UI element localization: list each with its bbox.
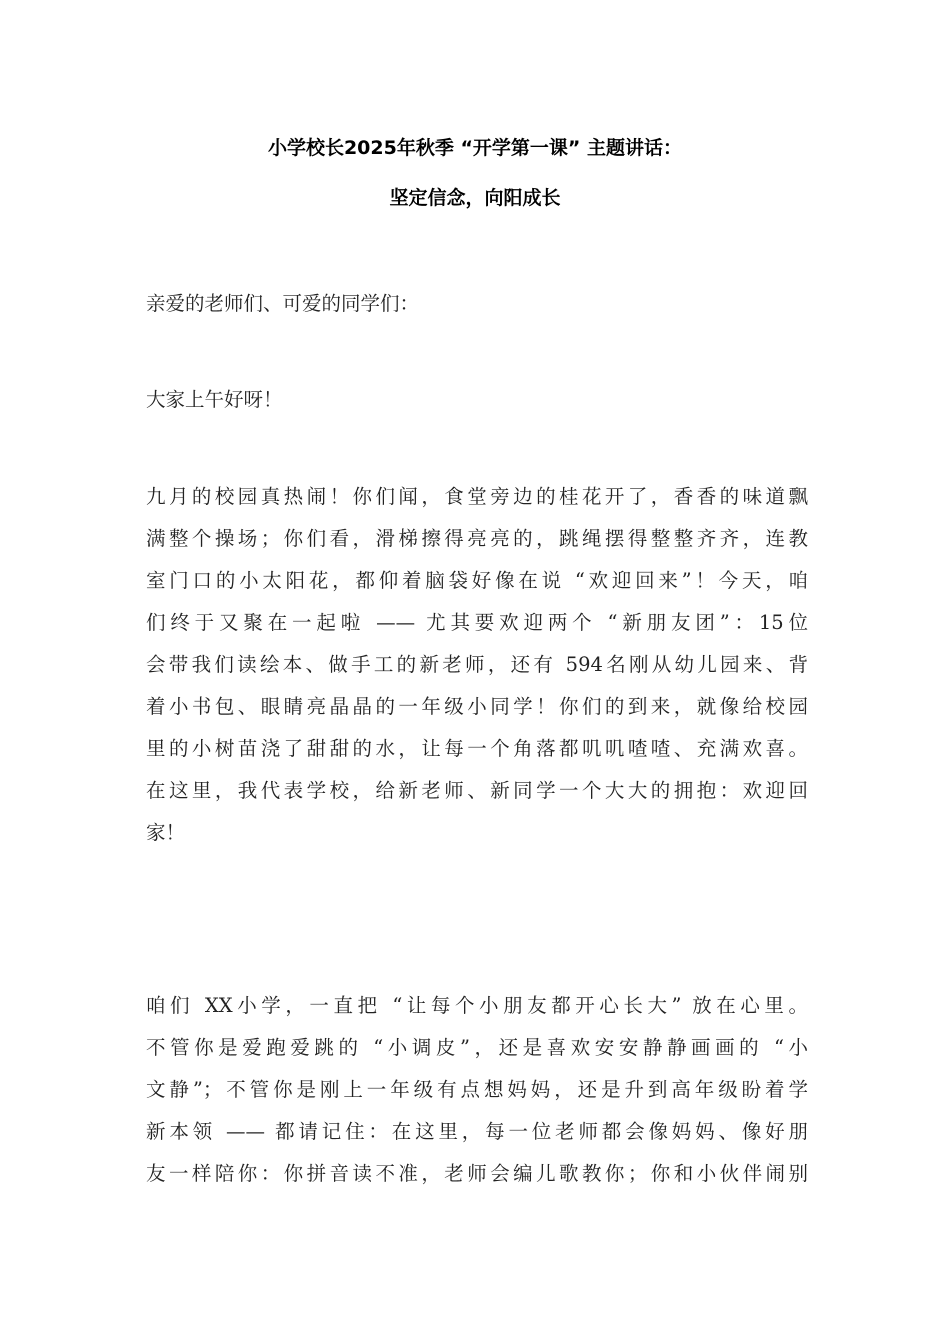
paragraph-line: 家！ (146, 821, 186, 844)
paragraph-line: 不管你是爱跑爱跳的 “小调皮”，还是喜欢安安静静画画的 “小 (146, 1036, 808, 1059)
document-subtitle: 坚定信念，向阳成长 (389, 187, 561, 209)
paragraph-1 (146, 476, 808, 854)
paragraph-line: 会带我们读绘本、做手工的新老师，还有 594名刚从幼儿园来、背 (146, 653, 808, 676)
greeting-line: 大家上午好呀！ (146, 388, 283, 411)
paragraph-line: 新本领 —— 都请记住：在这里，每一位老师都会像妈妈、像好朋 (146, 1120, 808, 1143)
greeting (146, 379, 808, 421)
paragraph-line: 在这里，我代表学校，给新老师、新同学一个大大的拥抱：欢迎回 (146, 779, 808, 802)
paragraph-line: 文静”；不管你是刚上一年级有点想妈妈，还是升到高年级盼着学 (146, 1078, 808, 1101)
paragraph-2 (146, 985, 808, 1195)
paragraph-line: 着小书包、眼睛亮晶晶的一年级小同学！你们的到来，就像给校园 (146, 695, 808, 718)
paragraph-line: 九月的校园真热闹！你们闻，食堂旁边的桂花开了，香香的味道飘 (146, 485, 808, 508)
salutation (146, 283, 808, 325)
paragraph-line: 里的小树苗浇了甜甜的水，让每一个角落都叽叽喳喳、充满欢喜。 (146, 737, 808, 760)
paragraph-line: 们终于又聚在一起啦 —— 尤其要欢迎两个 “新朋友团”：15位 (146, 611, 808, 634)
paragraph-line: 咱们 XX小学，一直把 “让每个小朋友都开心长大” 放在心里。 (146, 994, 808, 1017)
paragraph-line: 友一样陪你：你拼音读不准，老师会编儿歌教你；你和小伙伴闹别 (146, 1162, 808, 1185)
document-title: 小学校长2025年秋季 “开学第一课” 主题讲话： (267, 137, 683, 159)
paragraph-line: 满整个操场；你们看，滑梯擦得亮亮的，跳绳摆得整整齐齐，连教 (146, 527, 808, 550)
salutation-line: 亲爱的老师们、可爱的同学们： (146, 292, 420, 315)
paragraph-line: 室门口的小太阳花，都仰着脑袋好像在说 “欢迎回来”！今天，咱 (146, 569, 808, 592)
